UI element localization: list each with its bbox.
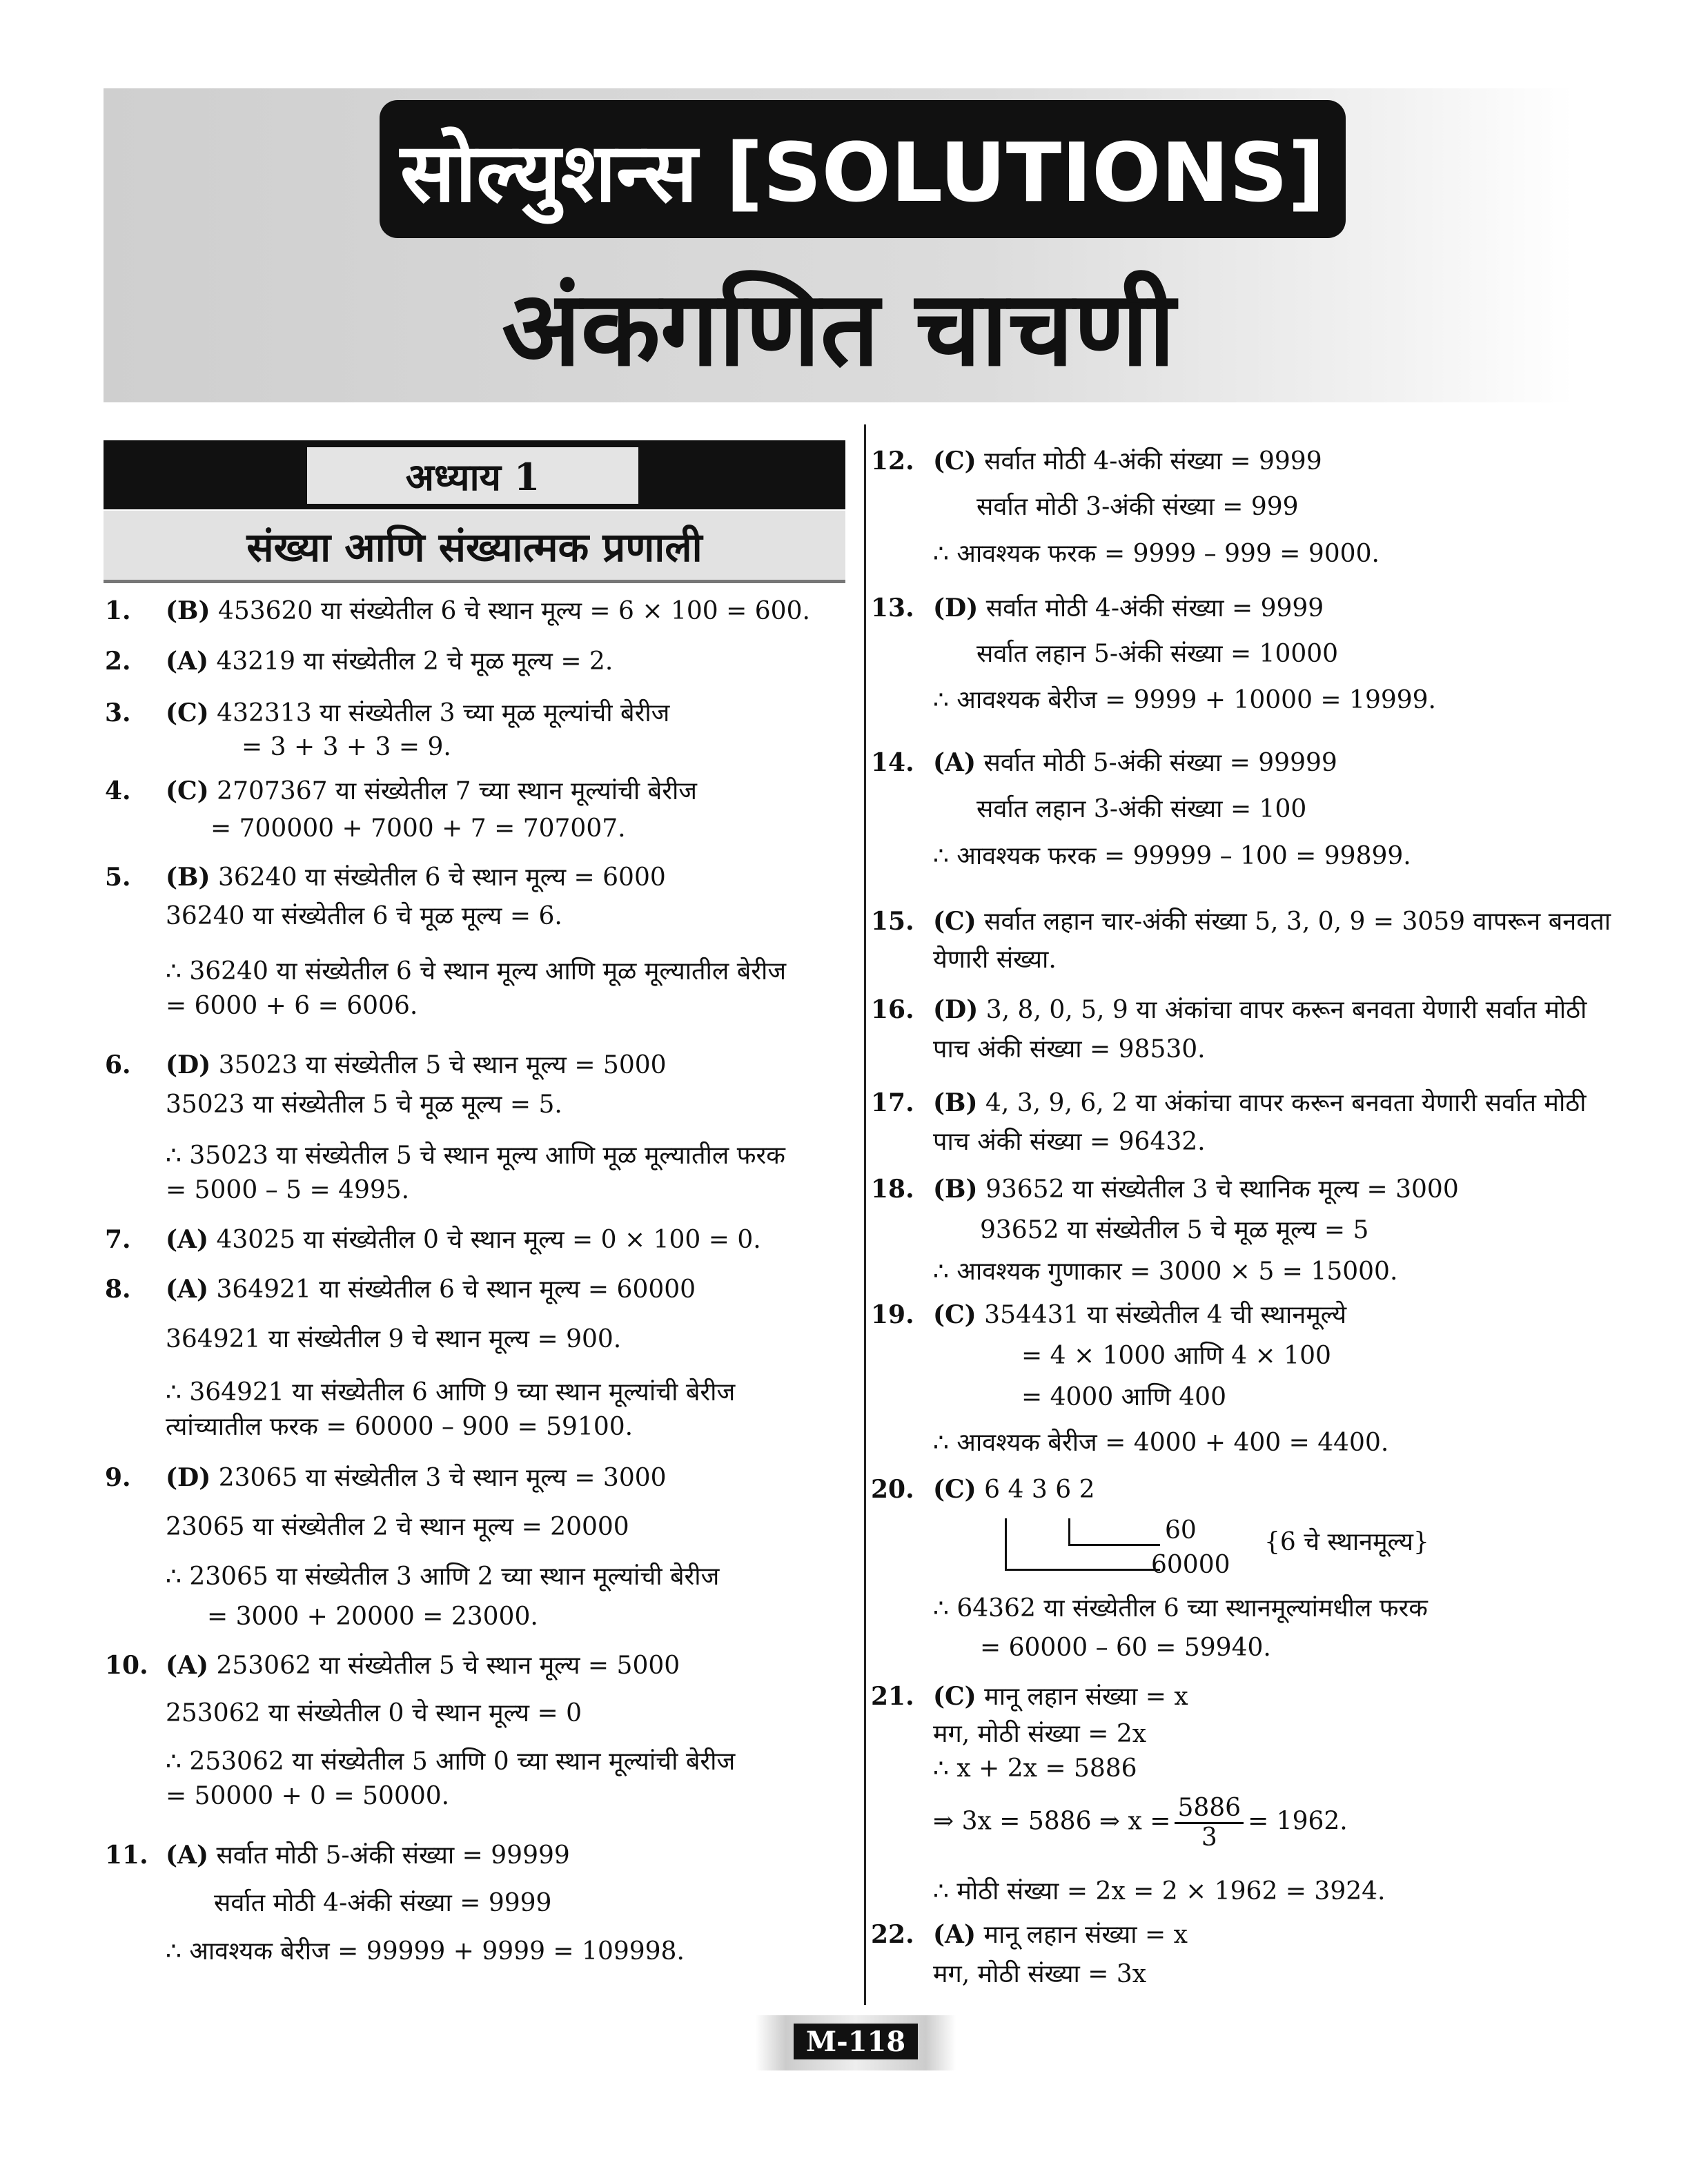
solution-text: सर्वात लहान चार-अंकी संख्या 5, 3, 0, 9 = 3059 वापरून बनवता — [984, 908, 1611, 936]
solution-text: = 6000 + 6 = 6006. — [166, 992, 418, 1020]
solution-text: 23065 या संख्येतील 3 चे स्थान मूल्य = 3000 — [218, 1464, 667, 1492]
answer-option: (C) — [933, 1682, 976, 1711]
answer-option: (A) — [166, 647, 208, 676]
answer-option: (C) — [166, 776, 209, 805]
solution-text: = 3000 + 20000 = 23000. — [207, 1603, 538, 1631]
solution-text: ∴ आवश्यक बेरीज = 9999 + 10000 = 19999. — [933, 686, 1436, 714]
solution-line — [933, 1173, 1459, 1206]
solution-text: 36240 या संख्येतील 6 चे स्थान मूल्य = 6000 — [217, 863, 666, 892]
solution-text: ∴ आवश्यक गुणाकार = 3000 × 5 = 15000. — [933, 1257, 1398, 1286]
place-value-note: {6 चे स्थानमूल्य} — [1264, 1528, 1429, 1556]
solution-text: 4, 3, 9, 6, 2 या अंकांचा वापर करून बनवता येणारी सर्वात मोठी — [985, 1089, 1587, 1117]
solution-line — [933, 445, 1322, 478]
solution-number: 14. — [871, 748, 914, 777]
solution-text: = 4 × 1000 आणि 4 × 100 — [1021, 1342, 1331, 1370]
solution-text: 93652 या संख्येतील 5 चे मूळ मूल्य = 5 — [980, 1216, 1369, 1244]
answer-option: (C) — [166, 698, 209, 727]
solution-text: = 3 + 3 + 3 = 9. — [242, 733, 451, 761]
solution-text: पाच अंकी संख्या = 98530. — [933, 1035, 1206, 1064]
answer-option: (B) — [933, 1088, 978, 1117]
solution-text: ∴ 23065 या संख्येतील 3 आणि 2 च्या स्थान मूल्यांची बेरीज — [166, 1563, 720, 1591]
place-value-60000: 60000 — [1151, 1551, 1230, 1579]
solution-text: सर्वात मोठी 4-अंकी संख्या = 9999 — [985, 594, 1324, 623]
solution-line — [166, 1462, 667, 1494]
solution-text: सर्वात मोठी 5-अंकी संख्या = 99999 — [983, 749, 1337, 777]
solution-number: 21. — [871, 1682, 914, 1711]
solution-number: 20. — [871, 1475, 914, 1504]
solution-text: = 700000 + 7000 + 7 = 707007. — [210, 814, 626, 843]
solution-text: मग, मोठी संख्या = 2x — [933, 1720, 1147, 1748]
solution-text: मानू लहान संख्या = x — [983, 1921, 1188, 1949]
solution-number: 11. — [105, 1841, 148, 1870]
answer-option: (A) — [166, 1225, 208, 1254]
solution-number: 9. — [105, 1463, 131, 1492]
page-number: M-118 — [794, 2024, 918, 2059]
solution-text: 36240 या संख्येतील 6 चे मूळ मूल्य = 6. — [166, 902, 562, 930]
solution-line — [166, 1273, 696, 1306]
place-value-bracket — [1068, 1518, 1070, 1546]
solution-text: ∴ 364921 या संख्येतील 6 आणि 9 च्या स्थान मूल्यांची बेरीज — [166, 1378, 736, 1407]
solution-text: 6 4 3 6 2 — [984, 1476, 1095, 1504]
solution-line — [166, 1649, 680, 1682]
answer-option: (C) — [933, 907, 976, 936]
chapter-topic: संख्या आणि संख्यात्मक प्रणाली — [104, 511, 845, 583]
answer-option: (A) — [166, 1841, 208, 1870]
answer-option: (C) — [933, 1475, 976, 1504]
fraction — [1175, 1794, 1244, 1852]
solution-text: त्यांच्यातील फरक = 60000 – 900 = 59100. — [166, 1413, 634, 1441]
solution-equation — [933, 1794, 1348, 1852]
solution-text: सर्वात लहान 3-अंकी संख्या = 100 — [976, 795, 1307, 823]
place-value-bracket — [1068, 1544, 1160, 1546]
answer-option: (A) — [933, 1920, 976, 1949]
solution-line — [933, 1919, 1188, 1951]
solution-line — [166, 645, 613, 678]
fraction-denominator: 3 — [1201, 1823, 1217, 1852]
solution-text: ⇒ 3x = 5886 ⇒ x = — [933, 1807, 1171, 1836]
solution-text: 2707367 या संख्येतील 7 च्या स्थान मूल्यांची बेरीज — [217, 777, 697, 805]
solution-text: ∴ मोठी संख्या = 2x = 2 × 1962 = 3924. — [933, 1877, 1386, 1906]
chapter-label: अध्याय 1 — [307, 447, 638, 504]
solution-text: 93652 या संख्येतील 3 चे स्थानिक मूल्य = 3000 — [985, 1175, 1459, 1204]
solution-line — [166, 697, 669, 729]
solution-text: 364921 या संख्येतील 6 चे स्थान मूल्य = 60000 — [216, 1275, 696, 1304]
answer-option: (D) — [933, 594, 979, 623]
solution-number: 3. — [105, 698, 131, 727]
solution-number: 19. — [871, 1300, 914, 1329]
solution-text: ∴ आवश्यक बेरीज = 99999 + 9999 = 109998. — [166, 1937, 685, 1966]
answer-option: (B) — [166, 596, 210, 625]
solution-text: येणारी संख्या. — [933, 946, 1057, 974]
answer-option: (D) — [166, 1463, 211, 1492]
solution-line — [933, 1087, 1587, 1119]
solution-text: = 60000 – 60 = 59940. — [980, 1634, 1271, 1662]
page-title: सोल्युशन्स [SOLUTIONS] — [400, 124, 1326, 220]
solution-line — [933, 747, 1337, 779]
solution-text: 432313 या संख्येतील 3 च्या मूळ मूल्यांची बेरीज — [217, 699, 670, 727]
solution-text: 364921 या संख्येतील 9 चे स्थान मूल्य = 900. — [166, 1325, 622, 1353]
solution-number: 12. — [871, 447, 914, 476]
solution-text: ∴ 35023 या संख्येतील 5 चे स्थान मूल्य आणि मूळ मूल्यातील फरक — [166, 1142, 785, 1170]
solution-text: ∴ 64362 या संख्येतील 6 च्या स्थानमूल्यांमधील फरक — [933, 1594, 1428, 1623]
solution-text: ∴ आवश्यक फरक = 9999 – 999 = 9000. — [933, 540, 1380, 568]
solution-number: 4. — [105, 776, 131, 805]
solution-number: 15. — [871, 907, 914, 936]
answer-option: (A) — [166, 1651, 208, 1680]
solution-text: सर्वात मोठी 3-अंकी संख्या = 999 — [976, 493, 1299, 521]
answer-option: (A) — [933, 748, 976, 777]
solution-text: सर्वात लहान 5-अंकी संख्या = 10000 — [976, 640, 1339, 668]
solution-line — [933, 1473, 1095, 1506]
solution-number: 6. — [105, 1050, 131, 1079]
solution-text: सर्वात मोठी 4-अंकी संख्या = 9999 — [984, 447, 1322, 476]
solution-text: 253062 या संख्येतील 0 चे स्थान मूल्य = 0 — [166, 1699, 582, 1727]
solution-text: सर्वात मोठी 4-अंकी संख्या = 9999 — [214, 1889, 552, 1917]
solution-text: 43025 या संख्येतील 0 चे स्थान मूल्य = 0 × 100 = 0. — [216, 1226, 761, 1254]
page-subtitle: अंकगणित चाचणी — [502, 269, 1175, 389]
answer-option: (B) — [166, 863, 210, 892]
answer-option: (D) — [933, 995, 979, 1024]
solution-text: 3, 8, 0, 5, 9 या अंकांचा वापर करून बनवता येणारी सर्वात मोठी — [985, 996, 1587, 1024]
answer-option: (C) — [933, 447, 976, 476]
answer-option: (C) — [933, 1300, 976, 1329]
solution-line — [933, 1681, 1188, 1713]
place-value-60: 60 — [1165, 1516, 1197, 1545]
solution-number: 5. — [105, 863, 131, 892]
solution-number: 16. — [871, 995, 914, 1024]
solution-text: ∴ आवश्यक फरक = 99999 – 100 = 99899. — [933, 842, 1411, 870]
column-divider — [864, 424, 866, 2005]
solution-number: 1. — [105, 596, 131, 625]
solution-text: 354431 या संख्येतील 4 ची स्थानमूल्ये — [984, 1301, 1347, 1329]
solution-number: 2. — [105, 647, 131, 676]
solution-line — [933, 592, 1324, 625]
solution-text: = 4000 आणि 400 — [1021, 1383, 1226, 1411]
solution-line — [166, 775, 697, 807]
solution-line — [933, 1299, 1346, 1331]
fraction-numerator: 5886 — [1175, 1794, 1244, 1824]
solution-text: 23065 या संख्येतील 2 चे स्थान मूल्य = 20000 — [166, 1513, 629, 1541]
solution-text: मानू लहान संख्या = x — [984, 1683, 1188, 1711]
solution-number: 22. — [871, 1920, 914, 1949]
solution-line — [933, 905, 1611, 938]
solution-text: 35023 या संख्येतील 5 चे स्थान मूल्य = 5000 — [218, 1051, 667, 1079]
solution-text: मग, मोठी संख्या = 3x — [933, 1960, 1147, 1988]
answer-option: (A) — [166, 1275, 208, 1304]
solution-text: ∴ 36240 या संख्येतील 6 चे स्थान मूल्य आणि मूळ मूल्यातील बेरीज — [166, 957, 787, 986]
solution-number: 13. — [871, 594, 914, 623]
solution-text: ∴ x + 2x = 5886 — [933, 1754, 1137, 1783]
solution-text: ∴ आवश्यक बेरीज = 4000 + 400 = 4400. — [933, 1429, 1389, 1457]
solution-text: = 1962. — [1248, 1807, 1348, 1836]
solution-text: 35023 या संख्येतील 5 चे मूळ मूल्य = 5. — [166, 1090, 562, 1119]
solution-text: 453620 या संख्येतील 6 चे स्थान मूल्य = 6 × 100 = 600. — [217, 597, 810, 625]
solution-number: 18. — [871, 1175, 914, 1204]
solution-number: 8. — [105, 1275, 131, 1304]
place-value-bracket — [1005, 1569, 1160, 1571]
place-value-bracket — [1005, 1518, 1007, 1570]
answer-option: (B) — [933, 1175, 978, 1204]
solution-text: 253062 या संख्येतील 5 चे स्थान मूल्य = 5000 — [216, 1652, 680, 1680]
solution-text: = 5000 – 5 = 4995. — [166, 1176, 410, 1204]
solution-number: 10. — [105, 1651, 148, 1680]
solution-line — [166, 595, 810, 627]
solution-text: पाच अंकी संख्या = 96432. — [933, 1128, 1206, 1156]
answer-option: (D) — [166, 1050, 211, 1079]
solution-number: 7. — [105, 1225, 131, 1254]
solution-line — [166, 1839, 570, 1872]
solution-line — [933, 994, 1587, 1026]
solution-line — [166, 861, 666, 894]
solution-text: सर्वात मोठी 5-अंकी संख्या = 99999 — [216, 1841, 570, 1870]
solution-text: ∴ 253062 या संख्येतील 5 आणि 0 च्या स्थान मूल्यांची बेरीज — [166, 1747, 736, 1776]
solution-line — [166, 1049, 667, 1081]
solution-text: 43219 या संख्येतील 2 चे मूळ मूल्य = 2. — [216, 647, 613, 676]
solution-text: = 50000 + 0 = 50000. — [166, 1782, 450, 1810]
solution-line — [166, 1224, 761, 1256]
solution-number: 17. — [871, 1088, 914, 1117]
